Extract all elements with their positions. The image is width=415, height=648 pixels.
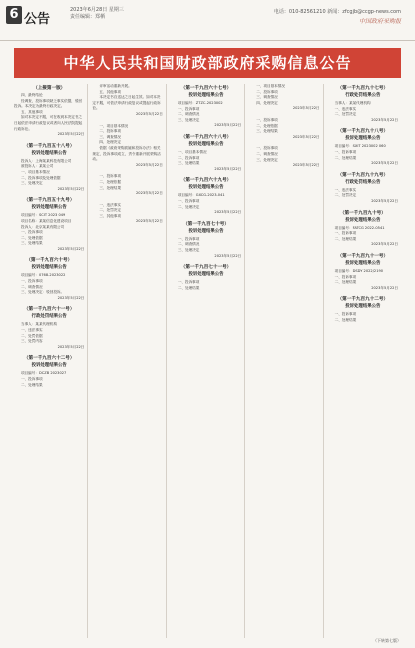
notice-date: 2023年5月22日 [292, 134, 320, 139]
column-4 [249, 84, 323, 638]
notice-block [171, 178, 241, 215]
notice-date: 2023年5月22日 [136, 191, 163, 196]
notice-date: 2023年5月22日 [371, 242, 399, 247]
notice-date: 2023年5月22日 [371, 117, 399, 122]
notice-paragraph: 一、投诉事项 [21, 279, 43, 284]
notice-paragraph: 二、处理结果 [21, 382, 43, 387]
notice-paragraph: 三、处理决定 [256, 157, 278, 162]
notice-number: （上接第一版） [33, 86, 66, 91]
continued-note: （下转第七版） [373, 638, 401, 643]
notice-number: （第一千九百六十号） [26, 258, 73, 264]
notice-paragraph: 依据《政府采购质疑和投诉办法》相关规定，投诉事项成立，责令重新开展采购活动。 [92, 145, 161, 162]
notice-block [249, 118, 319, 140]
page-headline: 中华人民共和国财政部政府采购信息公告 [14, 48, 401, 78]
notice-number: （第一千九百六十八号） [180, 134, 232, 140]
notice-paragraph: 投诉人：北京某某有限公司 [21, 224, 65, 229]
notice-paragraph: 项目编号：ZTZC-2023002 [177, 101, 223, 105]
notice-date: 2023年5月22日 [292, 163, 320, 168]
notice-paragraph: 二、处理依据 [256, 123, 278, 128]
notice-block [328, 254, 398, 291]
notice-paragraph: 本决定书自送达之日起生效。如对本决定不服，可依法申请行政复议或提起行政诉讼。 [92, 95, 161, 111]
notice-block [328, 129, 398, 166]
notice-type: 行政处罚结果公告 [345, 179, 381, 185]
notice-type: 投诉处理结果公告 [345, 260, 381, 266]
notice-paragraph: 二、处罚决定 [334, 112, 357, 117]
notice-number: （第一千九百九十二号） [337, 297, 389, 303]
notice-number: （第一千九百九十九号） [337, 172, 389, 178]
notice-type: 行政处罚结果公告 [345, 93, 381, 98]
notice-paragraph: 五、其他事项 [99, 89, 121, 94]
notice-paragraph: 一、投诉事项 [334, 231, 357, 236]
notice-paragraph: 二、处理结果 [334, 280, 357, 285]
notice-paragraph: 二、处罚依据 [21, 333, 43, 338]
notice-paragraph: 二、处罚决定 [99, 208, 121, 213]
notice-date: 2023年5月22日 [214, 123, 242, 128]
notice-type: 行政处罚结果公告 [31, 314, 67, 320]
notice-date: 2023年5月22日 [214, 210, 242, 215]
notice-paragraph: 一、项目基本情况 [21, 169, 50, 174]
notice-paragraph: 一、违法事实 [334, 187, 357, 192]
notice-paragraph: 三、处理结果 [99, 185, 121, 190]
notice-paragraph: 一、投诉事项 [334, 312, 357, 317]
notice-number: （第一千九百六十七号） [180, 86, 232, 91]
notice-type: 投诉处理结果公告 [188, 141, 224, 147]
notice-paragraph: 三、其他事项 [99, 213, 121, 218]
notice-block [92, 174, 162, 196]
notice-date: 2023年5月22日 [214, 253, 242, 258]
notice-paragraph: 一、违法事实 [21, 328, 43, 333]
notice-paragraph: 一、投诉事项 [334, 149, 357, 154]
notice-paragraph: 二、处理结果 [334, 155, 357, 160]
notice-block [328, 297, 398, 323]
notice-paragraph: 三、处理决定 [177, 117, 200, 122]
newspaper-logo: 中国政府采购报 [358, 18, 401, 25]
notice-block [328, 173, 398, 205]
notice-paragraph: 当事人：某某代理机构 [334, 101, 371, 105]
notice-type: 投诉处理结果公告 [31, 363, 67, 369]
notice-number: （第一千九百五十九号） [23, 198, 75, 204]
notice-paragraph: 二、投诉事项 [177, 155, 200, 160]
issue-date: 2023年6月28日 星期三 [70, 7, 124, 13]
notice-date: 2023年5月22日 [371, 198, 399, 203]
notice-paragraph: 评审活动重新开展。 [99, 84, 132, 88]
notice-paragraph: 三、处理决定 [21, 181, 43, 186]
notice-paragraph: 二、处理依据 [99, 179, 121, 184]
notice-block [14, 144, 84, 193]
notice-block [249, 84, 319, 112]
notice-type: 投诉处理结果公告 [345, 136, 381, 142]
notice-paragraph: 五、其他事项 [21, 109, 43, 114]
notice-paragraph: 三、处理结果 [21, 241, 43, 246]
notice-paragraph: 二、处理结果 [177, 285, 200, 290]
notice-paragraph: 三、处理决定：驳回投诉。 [21, 290, 65, 295]
column-1 [14, 84, 88, 638]
notice-block [171, 265, 241, 291]
notice-paragraph: 项目编号：0768-2023022 [21, 273, 66, 278]
column-5 [328, 84, 401, 638]
notice-paragraph: 二、处理决定 [177, 204, 200, 209]
notice-date: 2023年5月22日 [214, 166, 242, 171]
page-number: 6 [6, 6, 22, 24]
notice-paragraph: 如对本决定不服，可在收到本决定书之日起依法申请行政复议或者向人民法院提起行政诉讼。 [14, 115, 83, 131]
notice-paragraph: 项目编号：DCZB 2023027 [21, 371, 67, 376]
notice-paragraph: 投诉人：上海某某科技有限公司 [21, 158, 72, 163]
notice-number: （第一千九百七十一号） [180, 265, 232, 271]
notice-type: 投诉处理结果公告 [188, 93, 224, 98]
notice-type: 投诉处理结果公告 [31, 150, 67, 156]
notice-paragraph: 四、处理决定 [256, 100, 278, 105]
notice-paragraph: 一、项目基本情况 [177, 149, 207, 154]
notice-number: （第一千九百七十号） [183, 221, 229, 227]
notice-block [171, 86, 241, 129]
notice-columns [14, 84, 401, 638]
notice-paragraph: 三、处理结果 [256, 129, 278, 134]
notice-paragraph: 二、投诉事项 [256, 89, 278, 94]
notice-number: （第一千九百六十二号） [23, 356, 75, 362]
notice-block [171, 135, 241, 172]
notice-paragraph: 一、投诉事项 [177, 198, 200, 203]
notice-paragraph: 一、投诉事项 [177, 280, 200, 285]
notice-number: （第一千九百九十七号） [337, 86, 389, 91]
notice-type: 投诉处理结果公告 [31, 205, 67, 211]
notice-paragraph: 一、投诉事项 [21, 230, 43, 235]
notice-paragraph: 一、投诉事项 [256, 117, 278, 122]
notice-paragraph: 三、处理决定 [177, 247, 200, 252]
notice-date: 2023年5月22日 [57, 132, 85, 137]
notice-number: （第一千九百九十一号） [337, 253, 389, 259]
notice-paragraph: 一、违法事实 [99, 202, 121, 207]
notice-paragraph: 二、调查情况 [177, 242, 200, 247]
notice-paragraph: 二、处理结果 [334, 317, 357, 322]
notice-type: 投诉处理结果公告 [188, 185, 224, 191]
notice-block [92, 84, 162, 118]
notice-block [328, 86, 398, 123]
notice-paragraph: 一、违法事实 [334, 106, 357, 111]
issue-meta [70, 7, 124, 21]
notice-paragraph: 一、项目基本情况 [99, 123, 129, 128]
notice-type: 投诉处理结果公告 [345, 304, 381, 310]
notice-paragraph: 四、最终结论 [21, 93, 43, 97]
notice-paragraph: 三、处罚内容 [21, 339, 43, 344]
notice-paragraph: 二、调查情况 [256, 151, 278, 156]
notice-block [171, 222, 241, 259]
notice-block [14, 356, 84, 388]
notice-date: 2023年5月22日 [292, 106, 320, 111]
notice-paragraph: 二、处罚决定 [334, 193, 357, 198]
notice-paragraph: 一、投诉事项 [21, 377, 43, 381]
notice-number: （第一千九百九十号） [339, 210, 386, 216]
notice-type: 投诉处理结果公告 [31, 265, 67, 271]
notice-paragraph: 一、投诉事项 [334, 274, 357, 279]
notice-paragraph: 二、调查情况 [21, 284, 43, 289]
notice-paragraph: 项目编号：SXIT 2023002 060 [334, 144, 386, 149]
notice-paragraph: 一、投诉事项 [256, 146, 278, 151]
notice-type: 投诉处理结果公告 [188, 228, 224, 234]
notice-date: 2023年5月22日 [57, 344, 85, 349]
notice-date: 2023年5月22日 [136, 162, 163, 167]
notice-date: 2023年5月22日 [57, 186, 85, 191]
notice-date: 2023年5月22日 [57, 246, 85, 251]
notice-paragraph: 项目编号：GXCG-2023-041 [177, 193, 225, 198]
notice-date: 2023年5月22日 [371, 285, 399, 290]
notice-number: （第一千九百五十八号） [23, 143, 75, 149]
notice-date: 2023年5月22日 [136, 111, 163, 116]
notice-date: 2023年5月22日 [371, 161, 399, 166]
notice-paragraph: 四、处理决定 [99, 140, 121, 145]
notice-paragraph: 三、处理结果 [177, 161, 200, 166]
column-3 [171, 84, 245, 638]
notice-number: （第一千九百六十一号） [23, 307, 75, 313]
notice-paragraph: 一、投诉事项 [177, 106, 200, 111]
notice-paragraph: 三、调查情况 [99, 134, 121, 139]
notice-paragraph: 一、投诉事项 [99, 174, 121, 179]
notice-paragraph: 二、投诉事项及处理依据 [21, 175, 61, 180]
notice-number: （第一千九百六十九号） [180, 178, 232, 184]
notice-block [92, 203, 162, 225]
notice-block [328, 211, 398, 248]
notice-paragraph: 被投诉人：某某公司 [21, 164, 54, 169]
column-2 [92, 84, 166, 638]
notice-paragraph: 项目名称：某某信息化建设项目 [21, 218, 72, 223]
notice-paragraph: 二、调查情况 [177, 112, 200, 117]
notice-block [14, 198, 84, 252]
notice-block [249, 146, 319, 168]
notice-paragraph: 项目编号：SCIT 2023 049 [21, 213, 66, 218]
notice-paragraph: 三、调查情况 [256, 95, 278, 100]
notice-type: 投诉处理结果公告 [345, 217, 381, 223]
notice-block [92, 124, 162, 169]
notice-paragraph: 经调查，投诉事项缺乏事实依据，驳回投诉。本决定为最终行政决定。 [14, 98, 83, 109]
section-name: 公告 [24, 12, 51, 27]
notice-paragraph: 二、投诉事项 [99, 129, 121, 134]
notice-block [14, 258, 84, 301]
notice-paragraph: 项目编号：FATCG 2022-0541 [334, 225, 385, 230]
notice-paragraph: 二、处理结果 [334, 236, 357, 241]
masthead [0, 0, 415, 41]
notice-type: 投诉处理结果公告 [188, 272, 224, 278]
notice-paragraph: 二、处理依据 [21, 235, 43, 240]
notice-paragraph: 项目编号：DSDY 2022/2190 [334, 268, 384, 273]
notice-paragraph: 一、投诉事项 [177, 236, 200, 241]
contact-info: 电话：010-82561210 新闻：zfcgjb@ccgp-news.com [273, 9, 401, 15]
notice-block [14, 307, 84, 350]
notice-block [14, 86, 84, 138]
notice-date: 2023年5月22日 [57, 295, 85, 300]
notice-paragraph: 当事人：某某代理机构 [21, 322, 57, 327]
notice-paragraph: 一、项目基本情况 [256, 84, 285, 88]
notice-number: （第一千九百九十八号） [337, 129, 389, 135]
issue-editor: 责任编辑：郑栖 [70, 14, 106, 20]
notice-date: 2023年5月22日 [136, 219, 163, 224]
